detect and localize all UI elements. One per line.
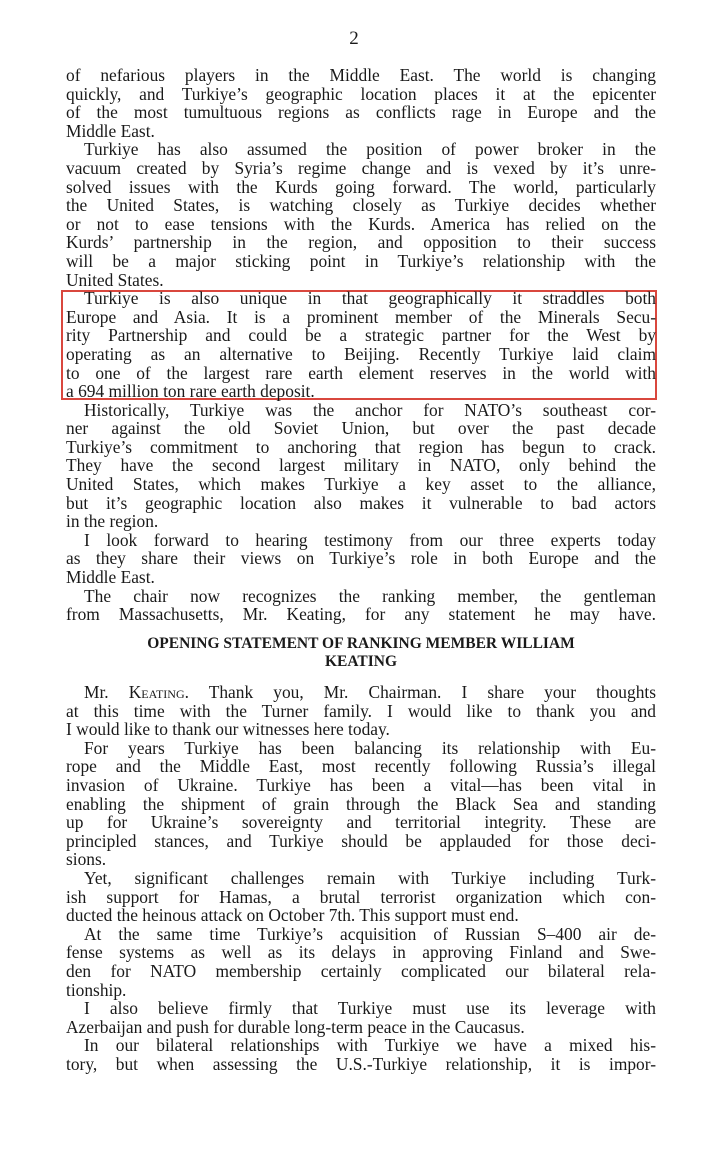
text-line: operating as an alternative to Beijing. Recently Turkiye laid claim: [66, 343, 656, 364]
speaker-line: [66, 683, 656, 702]
text-line: ish support for Hamas, a brutal terrorist organization which con-: [66, 886, 656, 907]
text-line: Yet, significant challenges remain with Turkiye including Turk-: [84, 867, 656, 888]
text-line: The chair now recognizes the ranking member, the gentleman: [84, 585, 656, 606]
text-line: up for Ukraine’s sovereignty and territorial integrity. These are: [66, 812, 656, 833]
text-line: Turkiye is also unique in that geographically it straddles both: [84, 288, 656, 309]
text-line: quickly, and Turkiye’s geographic location places it at the epicenter: [66, 83, 656, 104]
opening-remarks: [66, 66, 656, 624]
text-line: sions.: [66, 849, 107, 870]
text-line: enabling the shipment of grain through the Black Sea and standing: [66, 793, 656, 814]
text-line: den for NATO membership certainly complicated our bilateral rela-: [66, 960, 656, 981]
text-line: will be a major sticking point in Turkiye’s relationship with the: [66, 250, 656, 271]
text-line: United States, which makes Turkiye a key asset to the alliance,: [66, 474, 656, 495]
text-line: vacuum created by Syria’s regime change and is vexed by it’s unre-: [66, 157, 656, 178]
section-heading: [66, 635, 656, 672]
text-line: rity Partnership and could be a strategic partner for the West by: [66, 325, 656, 346]
text-line: Historically, Turkiye was the anchor for NATO’s southeast cor-: [84, 399, 656, 420]
text-line: In our bilateral relationships with Turkiye we have a mixed his-: [84, 1035, 656, 1056]
text-line: of the most tumultuous regions as conflicts rage in Europe and the: [66, 102, 656, 123]
text-line: as they share their views on Turkiye’s role in both Europe and the: [66, 548, 656, 569]
body-text: [66, 66, 656, 1073]
page-number: 2: [349, 28, 359, 49]
text-line: Kurds’ partnership in the region, and opposition to their success: [66, 232, 656, 253]
text-line: to one of the largest rare earth element reserves in the world with: [66, 362, 656, 383]
text-line: I would like to thank our witnesses here today.: [66, 719, 390, 740]
speaker-prefix: Mr.: [84, 682, 129, 702]
text-line: Middle East.: [66, 567, 155, 588]
speaker-text: . Thank you, Mr. Chairman. I share your thoughts: [184, 682, 656, 702]
text-line: For years Turkiye has been balancing its relationship with Eu-: [84, 737, 656, 758]
text-line: tionship.: [66, 979, 127, 1000]
text-line: At the same time Turkiye’s acquisition of Russian S–400 air de-: [84, 923, 656, 944]
text-line: United States.: [66, 269, 164, 290]
text-line: tory, but when assessing the U.S.-Turkiye relationship, it is impor-: [66, 1053, 656, 1074]
text-line: ducted the heinous attack on October 7th. This support must end.: [66, 905, 519, 926]
text-line: or not to ease tensions with the Kurds. America has relied on the: [66, 213, 656, 234]
text-line: rope and the Middle East, most recently following Russia’s illegal: [66, 756, 656, 777]
text-line: from Massachusetts, Mr. Keating, for any statement he may have.: [66, 604, 656, 625]
text-line: but it’s geographic location also makes it vulnerable to bad actors: [66, 492, 656, 513]
heading-line: OPENING STATEMENT OF RANKING MEMBER WILLIAM: [147, 634, 575, 652]
ranking-member-statement: [66, 702, 656, 1074]
heading-line: KEATING: [324, 653, 398, 671]
text-line: Azerbaijan and push for durable long-term peace in the Caucasus.: [66, 1016, 525, 1037]
text-line: Europe and Asia. It is a prominent member of the Minerals Secu-: [66, 306, 656, 327]
text-line: fense systems as well as its delays in approving Finland and Swe-: [66, 942, 656, 963]
text-line: the United States, is watching closely as Turkiye decides whether: [66, 195, 656, 216]
text-line: They have the second largest military in NATO, only behind the: [66, 455, 656, 476]
text-line: I also believe firmly that Turkiye must use its leverage with: [84, 998, 656, 1019]
text-line: in the region.: [66, 511, 159, 532]
text-line: Turkiye’s commitment to anchoring that region has begun to crack.: [66, 436, 656, 457]
text-line: a 694 million ton rare earth deposit.: [66, 381, 315, 402]
text-line: solved issues with the Kurds going forward. The world, particularly: [66, 176, 656, 197]
text-line: Turkiye has also assumed the position of power broker in the: [84, 139, 656, 160]
text-line: invasion of Ukraine. Turkiye has been a vital—has been vital in: [66, 774, 656, 795]
text-line: ner against the old Soviet Union, but over the past decade: [66, 418, 656, 439]
text-line: at this time with the Turner family. I would like to thank you and: [66, 700, 656, 721]
text-line: Middle East.: [66, 120, 155, 141]
text-line: I look forward to hearing testimony from our three experts today: [84, 529, 656, 550]
text-line: principled stances, and Turkiye should be applauded for those deci-: [66, 830, 656, 851]
text-line: of nefarious players in the Middle East. The world is changing: [66, 65, 656, 85]
speaker-name: Keating: [128, 682, 185, 702]
